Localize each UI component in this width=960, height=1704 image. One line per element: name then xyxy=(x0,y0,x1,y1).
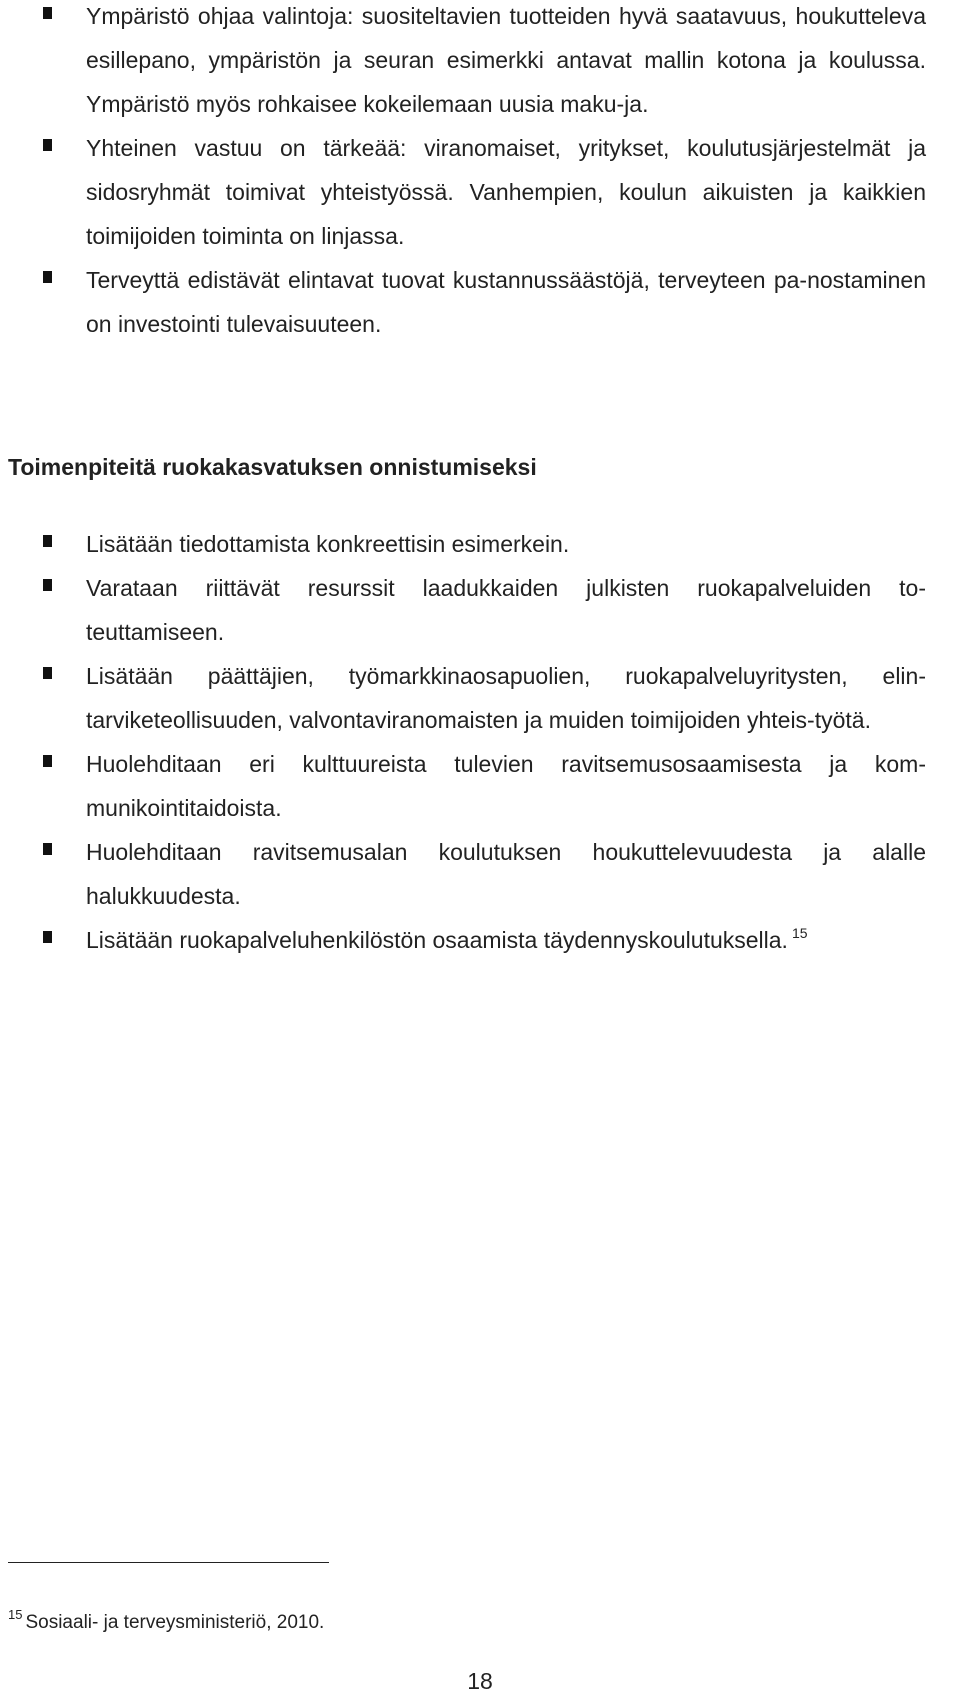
square-bullet-icon xyxy=(43,7,52,19)
list-item-text: Terveyttä edistävät elintavat tuovat kustannussäästöjä, terveyteen pa-nostaminen on investointi tulevaisuuteen. xyxy=(86,267,926,337)
page-number: 18 xyxy=(467,1668,493,1694)
square-bullet-icon xyxy=(43,535,52,547)
footnote-number: 15 xyxy=(8,1607,23,1622)
footnote xyxy=(8,1607,325,1636)
list-item xyxy=(0,830,960,918)
square-bullet-icon xyxy=(43,139,52,151)
square-bullet-icon xyxy=(43,271,52,283)
square-bullet-icon xyxy=(43,667,52,679)
footnote-divider xyxy=(8,1562,329,1563)
list-item-text: Lisätään ruokapalveluhenkilöstön osaamista täydennyskoulutuksella. xyxy=(86,927,788,953)
list-item-text: Lisätään tiedottamista konkreettisin esimerkein. xyxy=(86,531,570,557)
square-bullet-icon xyxy=(43,931,52,943)
square-bullet-icon xyxy=(43,755,52,767)
square-bullet-icon xyxy=(43,843,52,855)
list-item xyxy=(0,0,960,126)
section-heading: Toimenpiteitä ruokakasvatuksen onnistumiseksi xyxy=(8,454,537,480)
list-item xyxy=(0,918,960,962)
footnote-reference[interactable]: 15 xyxy=(791,925,808,941)
list-item-text: Yhteinen vastuu on tärkeää: viranomaiset, yritykset, koulutusjärjestelmät ja sidosryhmät toimivat yhteistyössä. Vanhempien, koulun aikuisten ja kaikkien toimijoiden toiminta on linjassa. xyxy=(86,135,926,249)
footnote-text: Sosiaali- ja terveysministeriö, 2010. xyxy=(25,1612,325,1633)
bullet-list-measures xyxy=(0,522,960,962)
list-item-text: Huolehditaan ravitsemusalan koulutuksen houkuttelevuudesta ja alalle halukkuudesta. xyxy=(86,839,926,909)
list-item-text: Varataan riittävät resurssit laadukkaiden julkisten ruokapalveluiden to-teuttamiseen. xyxy=(86,575,926,645)
list-item xyxy=(0,522,960,566)
list-item xyxy=(0,126,960,258)
bullet-list-principles xyxy=(0,0,960,346)
list-item-text: Ympäristö ohjaa valintoja: suositeltavien tuotteiden hyvä saatavuus, houkutteleva esillepano, ympäristön ja seuran esimerkki antavat mallin kotona ja koulussa. Ympäristö myös rohkaisee kokeilemaan uusia maku-ja. xyxy=(86,3,926,117)
list-item xyxy=(0,566,960,654)
list-item xyxy=(0,742,960,830)
list-item xyxy=(0,258,960,346)
square-bullet-icon xyxy=(43,579,52,591)
list-item-text: Huolehditaan eri kulttuureista tulevien ravitsemusosaamisesta ja kom-munikointitaidoista. xyxy=(86,751,926,821)
list-item xyxy=(0,654,960,742)
list-item-text: Lisätään päättäjien, työmarkkinaosapuolien, ruokapalveluyritysten, elin-tarviketeollisuuden, valvontaviranomaisten ja muiden toimijoiden yhteis-työtä. xyxy=(86,663,926,733)
